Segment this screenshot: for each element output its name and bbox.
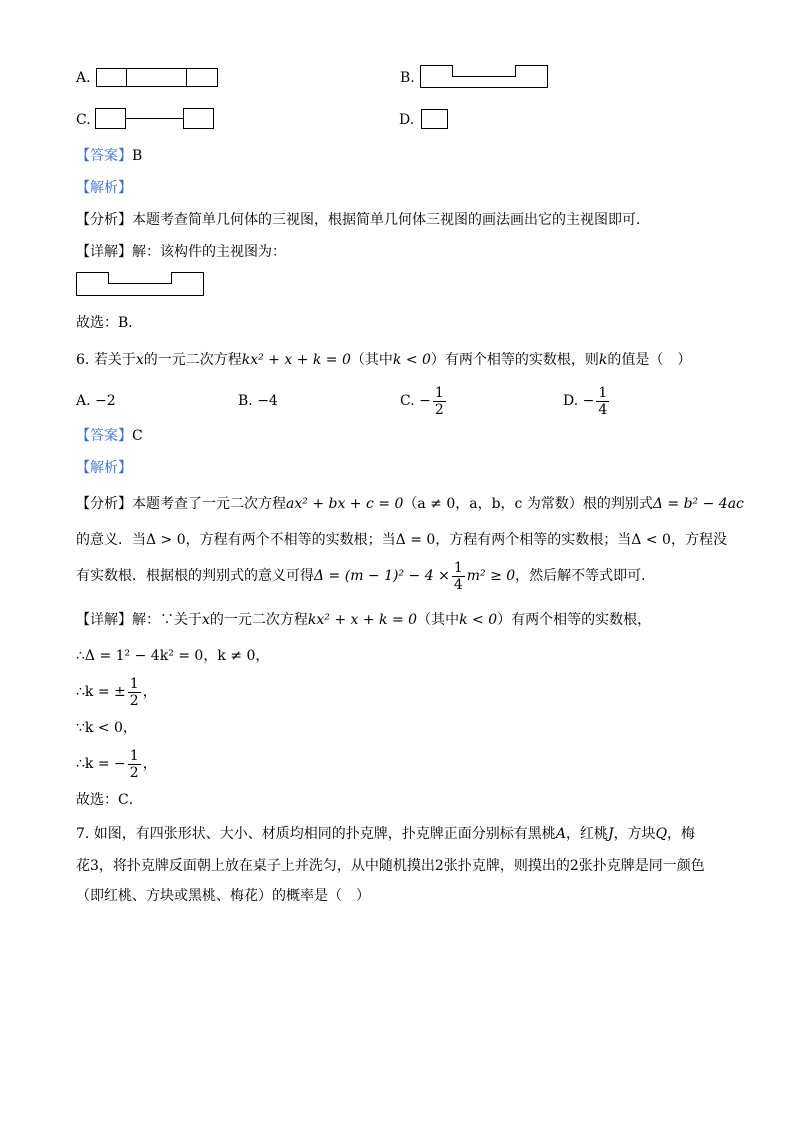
q6-var-x: x [135, 352, 144, 368]
q7-text-3: ，方块 [613, 826, 656, 842]
fraction-denominator: 4 [598, 401, 608, 418]
inequality-expr-b: m² ≥ 0 [466, 568, 516, 584]
discriminant-formula: Δ = b² − 4ac [652, 496, 744, 512]
q6-step-1: ∴Δ = 1² − 4k² = 0，k ≠ 0， [76, 648, 270, 664]
q6-stem-text-3: （其中 [350, 352, 393, 368]
xiangjie-text-4: ）有两个相等的实数根， [497, 612, 652, 628]
general-equation: ax² + bx + c = 0 [286, 496, 404, 512]
fraction-numerator: 1 [598, 384, 608, 401]
q7-line-1 [76, 824, 695, 844]
q6-option-c-fraction [433, 385, 446, 418]
fenxi-text-2: （a ≠ 0，a，b，c 为常数）根的判别式 [403, 496, 653, 512]
card-club-3: 3 [90, 858, 99, 874]
q6-fenxi-line-2: 的意义．当Δ > 0，方程有两个不相等的实数根；当Δ = 0，方程有两个相等的实数根；当Δ < 0，方程没 [76, 532, 727, 548]
step2-text: ∴k = ± [76, 684, 126, 700]
analysis-heading: 【解析】 [76, 460, 132, 476]
xiangjie-tag: 【详解】 [76, 612, 132, 628]
q6-step-2 [76, 672, 157, 712]
option-a-label: A. [76, 70, 91, 86]
fraction-denominator: 4 [453, 576, 463, 593]
q6-stem [76, 350, 691, 370]
q6-option-b-label: B. [238, 393, 253, 409]
q6-var-k: k [598, 352, 608, 368]
q6-fenxi-line-1 [76, 494, 744, 514]
q6-conclusion: 故选：C． [76, 792, 143, 808]
inequality-expr-a: Δ = (m − 1)² − 4 × [314, 568, 450, 584]
q6-xiangjie-line [76, 610, 651, 630]
step2-comma: ， [142, 684, 157, 700]
option-d-figure [421, 109, 449, 130]
card-spade-a: A [555, 826, 566, 842]
fraction-numerator: 1 [453, 559, 463, 576]
q6-number: 6. [76, 352, 90, 368]
q6-option-a [76, 391, 116, 411]
q6-fenxi-line-3 [76, 556, 655, 596]
step4-fraction [128, 748, 141, 781]
q6-option-c-sign: − [419, 393, 431, 409]
step2-fraction [128, 676, 141, 709]
q5-xiangjie-line [76, 242, 286, 262]
q7-text-7: 张扑克牌，则摸出的 [443, 858, 570, 874]
option-a-figure [96, 68, 218, 88]
q6-equation: kx² + x + k = 0 [241, 352, 351, 368]
fraction-numerator: 1 [434, 384, 444, 401]
q6-stem-text-5: 的值是（ ） [607, 352, 692, 368]
q7-count-1: 2 [434, 858, 444, 874]
q6-step-3: ∵k < 0， [76, 720, 137, 736]
option-b-label: B. [400, 70, 415, 86]
fraction-numerator: 1 [129, 675, 139, 692]
q5-conclusion: 故选：B． [76, 315, 143, 331]
fraction-denominator: 2 [129, 692, 139, 709]
fenxi-text: 本题考查简单几何体的三视图，根据简单几何体三视图的画法画出它的主视图即可． [132, 212, 650, 228]
q7-text-5: 花 [76, 858, 90, 874]
fenxi-text-4: ，然后解不等式即可． [515, 568, 656, 584]
q7-text-6: ，将扑克牌反面朝上放在桌子上并洗匀，从中随机摸出 [98, 858, 435, 874]
main-view-figure [76, 272, 204, 298]
xiangjie-text-1: 解：∵关于 [132, 612, 202, 628]
step4-text: ∴k = − [76, 756, 126, 772]
q6-option-a-value: −2 [95, 393, 116, 409]
xiangjie-equation: kx² + x + k = 0 [307, 612, 418, 628]
fraction-numerator: 1 [129, 747, 139, 764]
q6-condition: k < 0 [392, 352, 431, 368]
card-diamond-q: Q [655, 826, 668, 842]
q6-answer-line [76, 426, 143, 446]
q6-option-b-value: −4 [257, 393, 278, 409]
q6-option-d-fraction [596, 385, 609, 418]
q7-text-1: 7. 如图，有四张形状、大小、材质均相同的扑克牌，扑克牌正面分别标有黑桃 [76, 826, 556, 842]
inequality-fraction [452, 560, 465, 593]
fraction-denominator: 2 [434, 401, 444, 418]
q6-option-d-sign: − [582, 393, 595, 409]
xiangjie-tag: 【详解】 [76, 244, 132, 260]
q7-line-3: （即红桃、方块或黑桃、梅花）的概率是（ ） [76, 888, 370, 904]
answer-tag: 【答案】 [76, 148, 132, 164]
answer-tag: 【答案】 [76, 428, 132, 444]
card-heart-j: J [607, 826, 614, 842]
q5-fenxi-line [76, 210, 650, 230]
xiangjie-text-3: （其中 [417, 612, 460, 628]
xiangjie-text: 解：该构件的主视图为： [132, 244, 286, 260]
q6-option-b [238, 391, 278, 411]
q6-step-4 [76, 744, 157, 784]
q7-text-8: 张扑克牌是同一颜色 [578, 858, 705, 874]
fenxi-text-1: 本题考查了一元二次方程 [132, 496, 286, 512]
answer-value: B [132, 148, 143, 164]
q7-text-2: ，红桃 [565, 826, 608, 842]
option-d-label: D. [399, 112, 415, 128]
q6-option-c [400, 381, 448, 421]
q6-stem-text-4: ）有两个相等的实数根，则 [430, 352, 599, 368]
option-c-label: C. [76, 112, 91, 128]
fenxi-tag: 【分析】 [76, 212, 132, 228]
fenxi-tag: 【分析】 [76, 496, 132, 512]
q6-option-a-label: A. [76, 393, 91, 409]
q6-stem-text-2: 的一元二次方程 [143, 352, 242, 368]
q6-option-d [563, 381, 611, 421]
answer-value: C [132, 428, 143, 444]
q5-answer-line [76, 146, 142, 166]
xiangjie-text-2: 的一元二次方程 [209, 612, 308, 628]
option-b-figure [420, 65, 548, 89]
q7-text-4: ，梅 [667, 826, 696, 842]
q7-line-2 [76, 856, 705, 876]
analysis-heading: 【解析】 [76, 180, 132, 196]
q6-option-c-label: C. [400, 393, 415, 409]
xiangjie-var-x: x [202, 612, 210, 628]
step4-comma: ， [142, 756, 157, 772]
q6-option-d-label: D. [563, 393, 579, 409]
fraction-denominator: 2 [129, 764, 139, 781]
q7-count-2: 2 [569, 858, 579, 874]
option-c-figure [95, 108, 215, 130]
fenxi-text-3: 有实数根．根据根的判别式的意义可得 [76, 568, 314, 584]
q6-stem-text-1: 若关于 [93, 352, 136, 368]
xiangjie-condition: k < 0 [459, 612, 498, 628]
